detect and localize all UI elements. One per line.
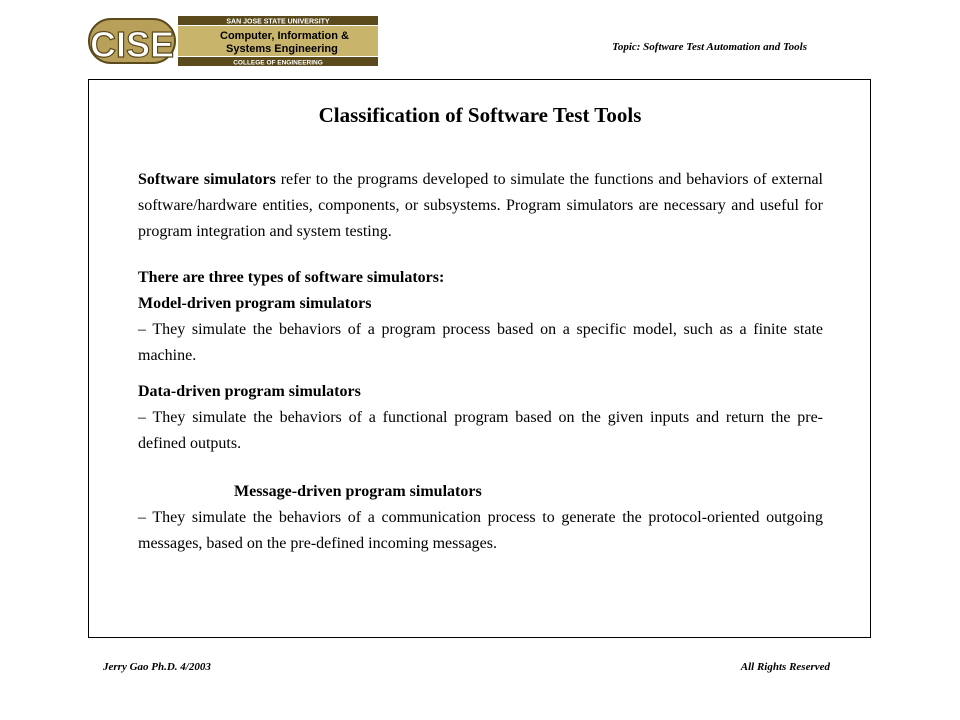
logo-college: COLLEGE OF ENGINEERING xyxy=(233,59,323,67)
logo-acronym: CISE xyxy=(89,24,175,65)
cise-logo xyxy=(88,15,380,67)
topic-label: Topic: Software Test Automation and Tools xyxy=(612,41,807,53)
type-desc-message: – They simulate the behaviors of a communication process to generate the protocol-oriented outgoing messages, based on the pre-defined incoming messages. xyxy=(138,509,823,552)
type-desc-model: – They simulate the behaviors of a program process based on a specific model, such as a finite state machine. xyxy=(138,321,823,364)
type-desc-data: – They simulate the behaviors of a functional program based on the given inputs and return the pre-defined outputs. xyxy=(138,409,823,452)
intro-text: refer to the programs developed to simulate the functions and behaviors of external software/hardware entities, components, or subsystems. Program simulators are necessary and useful for program integration and system testing. xyxy=(138,171,823,240)
logo-dept-line1: Computer, Information & xyxy=(220,30,349,42)
footer-author: Jerry Gao Ph.D. 4/2003 xyxy=(103,661,211,673)
footer-rights: All Rights Reserved xyxy=(740,661,830,673)
logo-university: SAN JOSE STATE UNIVERSITY xyxy=(226,18,330,26)
logo-dept-line2: Systems Engineering xyxy=(226,43,338,55)
type-name-message: Message-driven program simulators xyxy=(234,483,482,500)
intro-bold-term: Software simulators xyxy=(138,171,276,188)
intro-paragraph xyxy=(138,167,823,245)
type-name-model: Model-driven program simulators xyxy=(138,295,372,312)
types-heading: There are three types of software simulators: xyxy=(138,269,445,286)
slide-title: Classification of Software Test Tools xyxy=(318,103,642,127)
type-name-data: Data-driven program simulators xyxy=(138,383,361,400)
slide-content xyxy=(138,167,823,557)
